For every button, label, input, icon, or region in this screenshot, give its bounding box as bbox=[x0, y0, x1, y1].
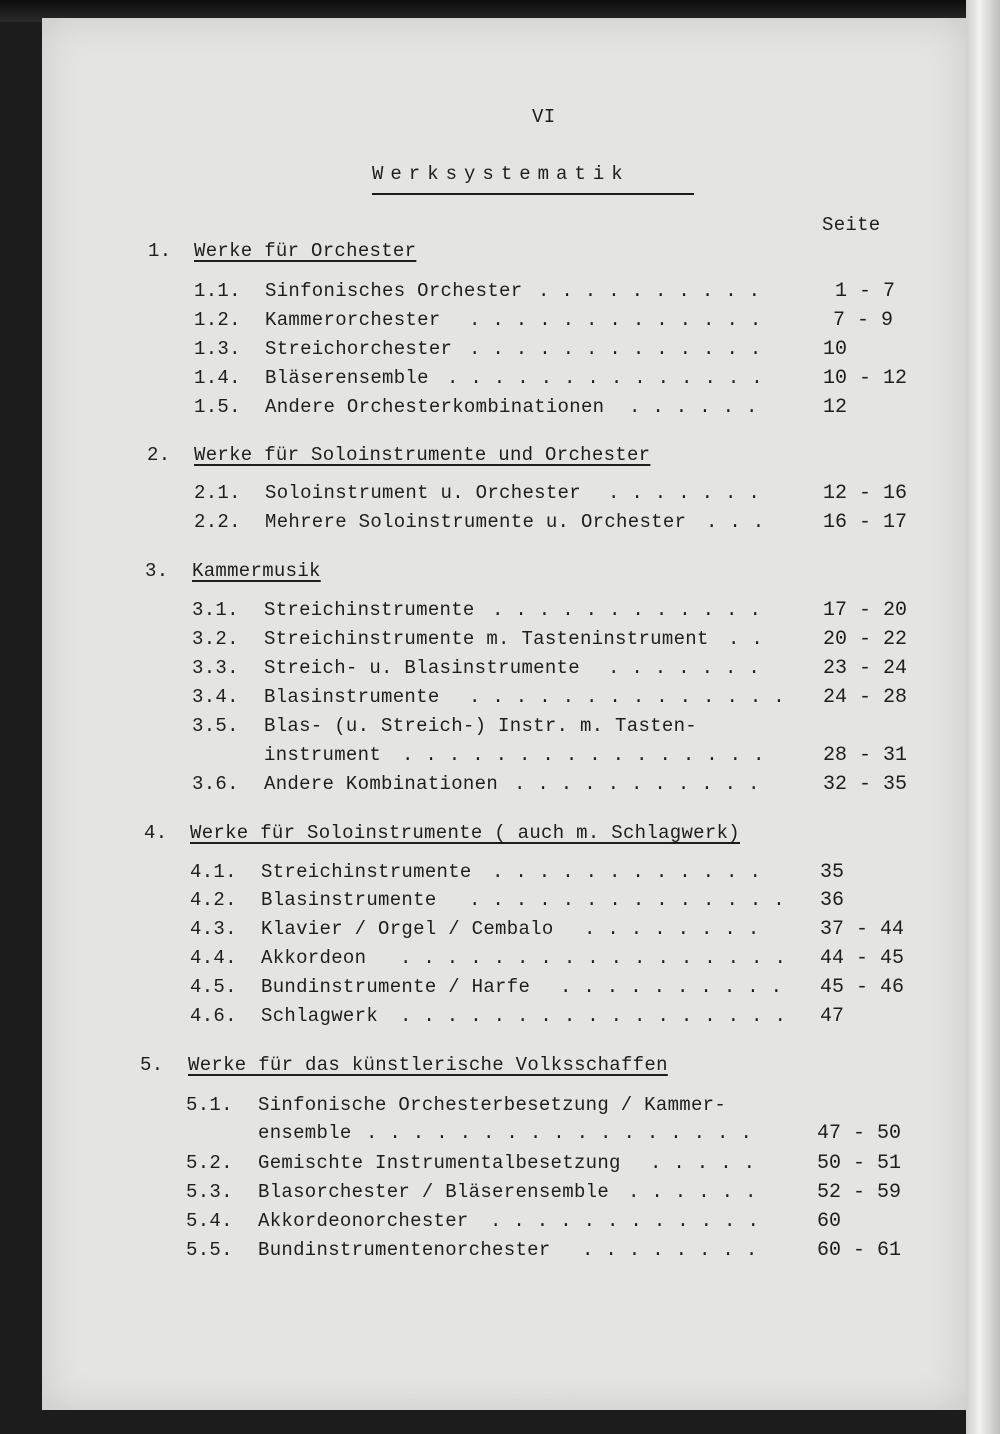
entry-number: 5.3. bbox=[186, 1181, 233, 1203]
entry-number: 3.5. bbox=[192, 715, 239, 737]
entry-number: 1.3. bbox=[194, 338, 241, 360]
entry-number: 4.1. bbox=[190, 861, 237, 883]
entry-label: Klavier / Orgel / Cembalo bbox=[261, 918, 554, 940]
entry-number: 3.6. bbox=[192, 773, 239, 795]
entry-pages: 17 - 20 bbox=[823, 599, 908, 622]
entry-label: Bundinstrumentenorchester bbox=[258, 1239, 551, 1261]
entry-number: 5.5. bbox=[186, 1239, 233, 1261]
entry-leader-dots: . . . . . . . . bbox=[584, 918, 760, 940]
entry-label: Streichorchester bbox=[265, 338, 453, 360]
entry-pages: 37 - 44 bbox=[820, 918, 905, 941]
entry-label: Sinfonische Orchesterbesetzung / Kammer- bbox=[258, 1094, 727, 1116]
section-title: Werke für Soloinstrumente und Orchester bbox=[194, 444, 651, 466]
entry-leader-dots: . . . . . . . . . . bbox=[538, 280, 761, 302]
entry-pages: 1 - 7 bbox=[835, 280, 896, 303]
entry-leader-dots: . . . . . . . . . . . . . . . . bbox=[402, 744, 765, 766]
entry-label: Andere Kombinationen bbox=[264, 773, 499, 795]
entry-label: Sinfonisches Orchester bbox=[265, 280, 523, 302]
entry-leader-dots: . . . . . . . . . . . . . . . . . bbox=[366, 1122, 753, 1144]
entry-pages: 45 - 46 bbox=[820, 976, 905, 999]
entry-number: 5.4. bbox=[186, 1210, 233, 1232]
title-underline bbox=[372, 193, 694, 195]
entry-label-continued: ensemble bbox=[258, 1122, 352, 1144]
entry-pages: 52 - 59 bbox=[817, 1181, 902, 1204]
entry-label: Blasinstrumente bbox=[261, 889, 437, 911]
entry-number: 3.1. bbox=[192, 599, 239, 621]
entry-pages: 35 bbox=[820, 861, 845, 884]
entry-label: Blas- (u. Streich-) Instr. m. Tasten- bbox=[264, 715, 697, 737]
entry-label: Akkordeon bbox=[261, 947, 367, 969]
entry-label: Bundinstrumente / Harfe bbox=[261, 976, 531, 998]
entry-leader-dots: . . . . . . bbox=[629, 396, 758, 418]
entry-pages: 10 - 12 bbox=[823, 367, 908, 390]
entry-pages: 47 bbox=[820, 1005, 845, 1028]
entry-pages: 7 - 9 bbox=[833, 309, 894, 332]
entry-pages: 12 - 16 bbox=[823, 482, 908, 505]
entry-number: 4.4. bbox=[190, 947, 237, 969]
entry-number: 2.2. bbox=[194, 511, 241, 533]
entry-leader-dots: . . . . . bbox=[650, 1152, 756, 1174]
entry-label: Streichinstrumente m. Tasteninstrument bbox=[264, 628, 709, 650]
section-number: 4. bbox=[144, 822, 168, 844]
entry-leader-dots: . . . . . . . . . . . . . bbox=[469, 309, 762, 331]
entry-number: 4.2. bbox=[190, 889, 237, 911]
entry-label: Kammerorchester bbox=[265, 309, 441, 331]
entry-number: 3.2. bbox=[192, 628, 239, 650]
entry-label: Blasorchester / Bläserensemble bbox=[258, 1181, 610, 1203]
entry-pages: 12 bbox=[823, 396, 848, 419]
section-number: 5. bbox=[140, 1054, 164, 1076]
entry-pages: 36 bbox=[820, 889, 845, 912]
entry-number: 3.4. bbox=[192, 686, 239, 708]
entry-leader-dots: . . . . . . . . . . . bbox=[514, 773, 760, 795]
entry-number: 1.2. bbox=[194, 309, 241, 331]
entry-pages: 23 - 24 bbox=[823, 657, 908, 680]
entry-label-continued: instrument bbox=[264, 744, 382, 766]
entry-leader-dots: . . . . . . . . . . bbox=[560, 976, 783, 998]
entry-pages: 10 bbox=[823, 338, 848, 361]
entry-leader-dots: . . . . . . . . bbox=[582, 1239, 758, 1261]
entry-label: Gemischte Instrumentalbesetzung bbox=[258, 1152, 621, 1174]
entry-label: Blasinstrumente bbox=[264, 686, 440, 708]
entry-pages: 24 - 28 bbox=[823, 686, 908, 709]
entry-number: 1.5. bbox=[194, 396, 241, 418]
entry-leader-dots: . . . . . . . . . . . . . bbox=[469, 338, 762, 360]
page-number: VI bbox=[532, 106, 556, 128]
entry-label: Schlagwerk bbox=[261, 1005, 379, 1027]
seite-label: Seite bbox=[822, 214, 881, 236]
section-number: 2. bbox=[147, 444, 171, 466]
entry-pages: 28 - 31 bbox=[823, 744, 908, 767]
entry-pages: 32 - 35 bbox=[823, 773, 908, 796]
entry-number: 5.1. bbox=[186, 1094, 233, 1116]
entry-leader-dots: . . . . . . bbox=[628, 1181, 757, 1203]
entry-leader-dots: . . . . . . . . . . . . . . . . . bbox=[400, 1005, 787, 1027]
entry-number: 4.5. bbox=[190, 976, 237, 998]
entry-pages: 44 - 45 bbox=[820, 947, 905, 970]
entry-label: Streich- u. Blasinstrumente bbox=[264, 657, 580, 679]
entry-number: 4.3. bbox=[190, 918, 237, 940]
entry-number: 1.1. bbox=[194, 280, 241, 302]
entry-number: 5.2. bbox=[186, 1152, 233, 1174]
adjacent-page-edge bbox=[966, 0, 1000, 1434]
entry-pages: 60 bbox=[817, 1210, 842, 1233]
entry-pages: 20 - 22 bbox=[823, 628, 908, 651]
entry-label: Mehrere Soloinstrumente u. Orchester bbox=[265, 511, 687, 533]
entry-label: Soloinstrument u. Orchester bbox=[265, 482, 581, 504]
entry-leader-dots: . . . . . . . . . . . . . . bbox=[447, 367, 763, 389]
entry-leader-dots: . . bbox=[728, 628, 764, 650]
entry-leader-dots: . . . . . . . . . . . . bbox=[492, 861, 762, 883]
entry-leader-dots: . . . . . . . . . . . . bbox=[492, 599, 762, 621]
entry-number: 1.4. bbox=[194, 367, 241, 389]
page-title: Werksystematik bbox=[372, 163, 630, 185]
section-title: Kammermusik bbox=[192, 560, 321, 582]
entry-leader-dots: . . . . . . . bbox=[608, 657, 761, 679]
entry-pages: 60 - 61 bbox=[817, 1239, 902, 1262]
entry-label: Bläserensemble bbox=[265, 367, 429, 389]
entry-number: 4.6. bbox=[190, 1005, 237, 1027]
entry-number: 2.1. bbox=[194, 482, 241, 504]
section-title: Werke für das künstlerische Volksschaffen bbox=[188, 1054, 668, 1076]
entry-leader-dots: . . . . . . . . . . . . . . . . . bbox=[400, 947, 787, 969]
entry-label: Streichinstrumente bbox=[264, 599, 475, 621]
entry-label: Streichinstrumente bbox=[261, 861, 472, 883]
entry-leader-dots: . . . . . . . . . . . . . . bbox=[469, 686, 785, 708]
section-number: 1. bbox=[148, 240, 172, 262]
entry-pages: 50 - 51 bbox=[817, 1152, 902, 1175]
entry-leader-dots: . . . . . . . bbox=[608, 482, 761, 504]
entry-pages: 16 - 17 bbox=[823, 511, 908, 534]
source-url: http://digital.slub-dresden.de/ppn30580168?7 bbox=[400, 1396, 621, 1408]
entry-pages: 47 - 50 bbox=[817, 1122, 902, 1145]
entry-label: Akkordeonorchester bbox=[258, 1210, 469, 1232]
entry-number: 3.3. bbox=[192, 657, 239, 679]
entry-label: Andere Orchesterkombinationen bbox=[265, 396, 605, 418]
section-number: 3. bbox=[145, 560, 169, 582]
entry-leader-dots: . . . . . . . . . . . . bbox=[490, 1210, 760, 1232]
section-title: Werke für Soloinstrumente ( auch m. Schlagwerk) bbox=[190, 822, 740, 844]
document-page bbox=[42, 18, 966, 1410]
section-title: Werke für Orchester bbox=[194, 240, 417, 262]
entry-leader-dots: . . . bbox=[706, 511, 765, 533]
entry-leader-dots: . . . . . . . . . . . . . . bbox=[469, 889, 785, 911]
